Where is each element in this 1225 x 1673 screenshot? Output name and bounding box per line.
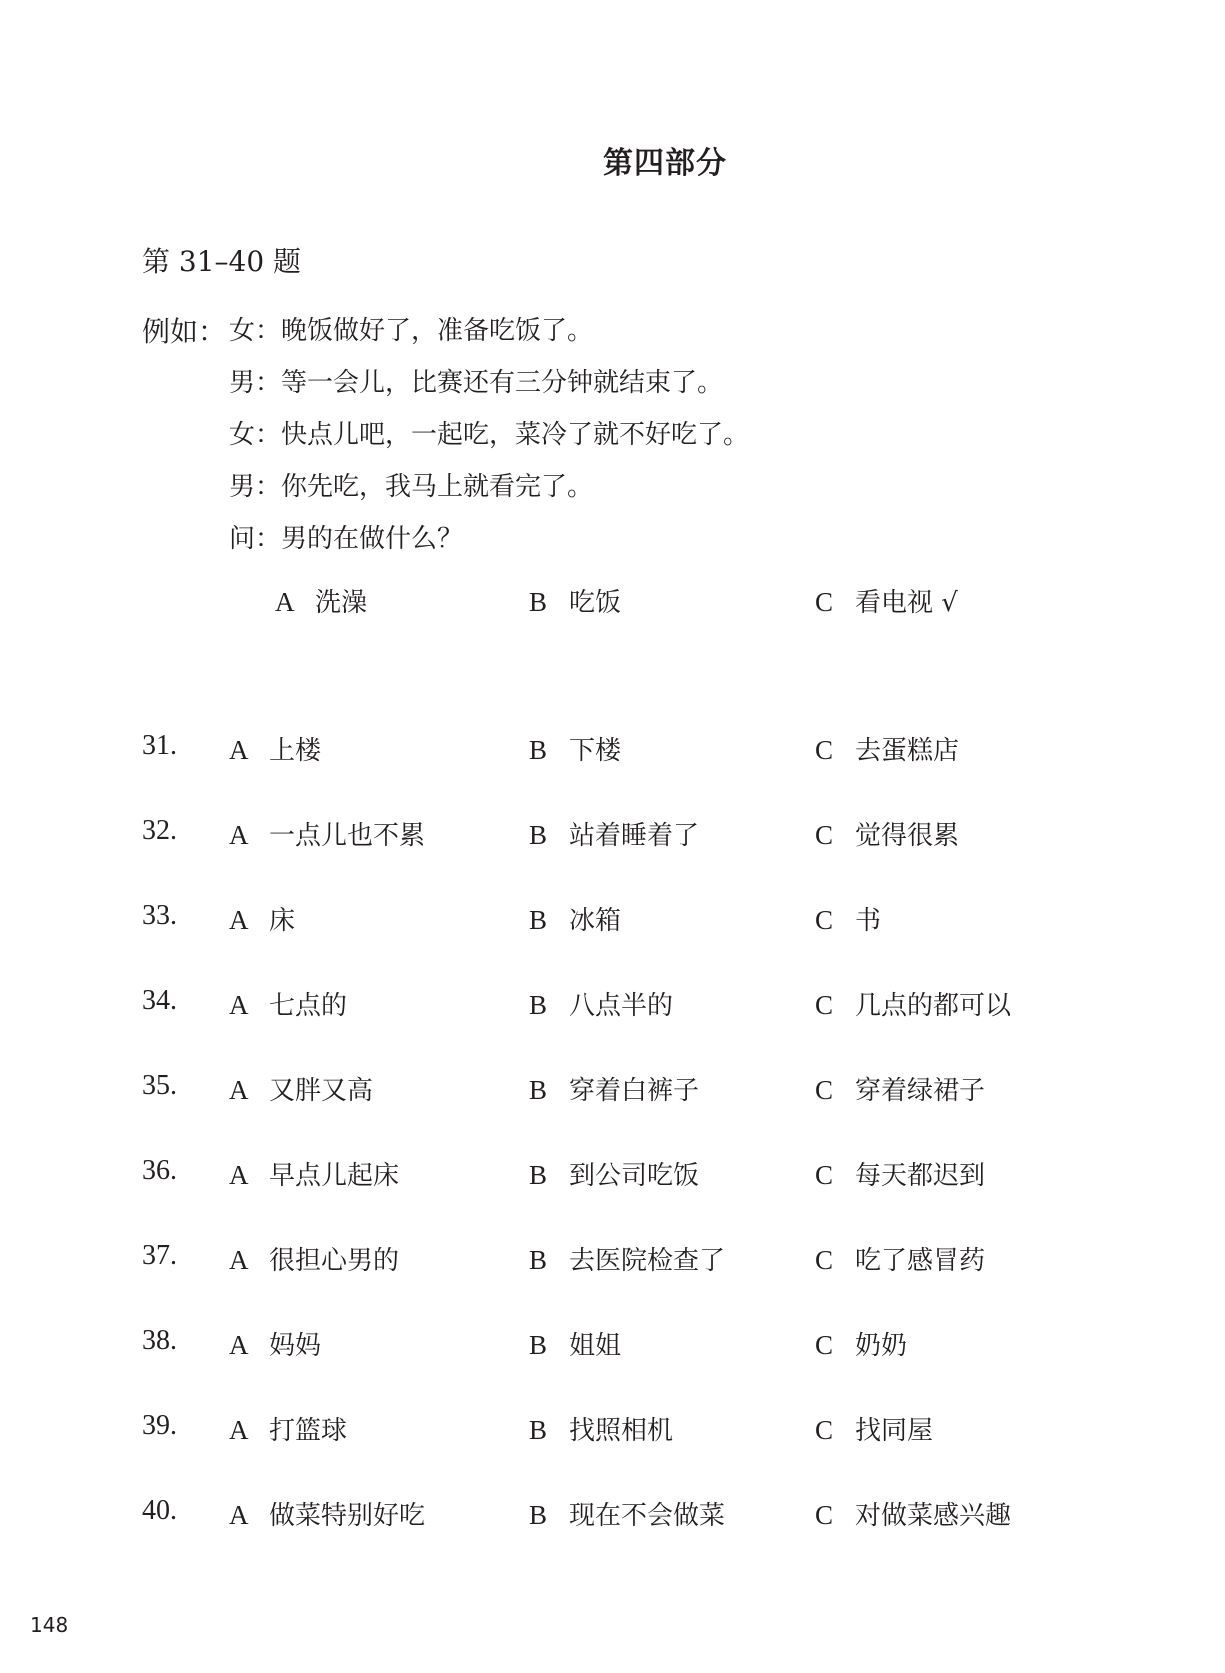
- option-c: [815, 730, 959, 767]
- option-letter: A: [229, 735, 249, 765]
- option-letter: B: [529, 1245, 548, 1275]
- question-32: [142, 815, 1142, 855]
- option-letter: A: [229, 1075, 249, 1105]
- question-31: [142, 730, 1142, 770]
- option-text: 到公司吃饭: [569, 1161, 700, 1191]
- option-letter: A: [229, 1330, 249, 1360]
- option-a: [229, 1240, 399, 1277]
- option-b: [529, 1070, 699, 1107]
- question-number: 33.: [142, 900, 177, 931]
- option-letter: A: [229, 905, 249, 935]
- option-text: 下楼: [569, 736, 622, 766]
- question-number: 34.: [142, 985, 177, 1016]
- question-34: [142, 985, 1142, 1025]
- option-text: 又胖又高: [269, 1076, 374, 1106]
- option-c: [815, 815, 959, 852]
- question-number: 36.: [142, 1155, 177, 1186]
- option-text: 去蛋糕店: [855, 736, 960, 766]
- option-letter: C: [815, 905, 834, 935]
- dialogue-line: 女：晚饭做好了，准备吃饭了。: [229, 316, 594, 346]
- option-text: 妈妈: [269, 1331, 322, 1361]
- option-letter: B: [529, 820, 548, 850]
- option-a: [229, 1495, 425, 1532]
- option-letter: C: [815, 820, 834, 850]
- question-33: [142, 900, 1142, 940]
- option-text: 对做菜感兴趣: [855, 1501, 1012, 1531]
- question-40: [142, 1495, 1142, 1535]
- option-text: 穿着白裤子: [569, 1076, 700, 1106]
- example-option-c: [815, 582, 958, 619]
- option-b: [529, 730, 621, 767]
- option-a: [229, 1155, 399, 1192]
- option-a: [229, 1070, 373, 1107]
- option-c: [815, 900, 881, 937]
- option-b: [529, 900, 621, 937]
- question-number: 38.: [142, 1325, 177, 1356]
- option-a: [229, 730, 321, 767]
- question-number: 37.: [142, 1240, 177, 1271]
- option-text: 站着睡着了: [569, 821, 700, 851]
- dialogue-question: 问：男的在做什么？: [229, 524, 464, 554]
- option-letter: C: [815, 1330, 834, 1360]
- option-text: 去医院检查了: [569, 1246, 726, 1276]
- option-letter: A: [229, 1415, 249, 1445]
- option-letter: B: [529, 905, 548, 935]
- option-c: [815, 1325, 907, 1362]
- option-letter: C: [815, 990, 834, 1020]
- option-letter: B: [529, 990, 548, 1020]
- question-38: [142, 1325, 1142, 1365]
- option-letter: B: [529, 1415, 548, 1445]
- option-b: [529, 985, 673, 1022]
- option-text: 早点儿起床: [269, 1161, 400, 1191]
- option-letter: C: [815, 1415, 834, 1445]
- option-text: 七点的: [269, 991, 348, 1021]
- option-text: 书: [855, 906, 882, 936]
- question-number: 31.: [142, 730, 177, 761]
- option-letter: B: [529, 1330, 548, 1360]
- option-b: [529, 1495, 725, 1532]
- option-letter: C: [815, 587, 834, 617]
- option-letter: A: [229, 1160, 249, 1190]
- option-letter: A: [275, 587, 295, 617]
- question-number: 35.: [142, 1070, 177, 1101]
- option-c: [815, 1070, 985, 1107]
- example-options: [142, 582, 1142, 618]
- option-letter: C: [815, 1075, 834, 1105]
- option-b: [529, 815, 699, 852]
- option-a: [229, 985, 347, 1022]
- option-text: 穿着绿裙子: [855, 1076, 986, 1106]
- option-letter: C: [815, 735, 834, 765]
- dialogue-line: 男：等一会儿，比赛还有三分钟就结束了。: [229, 368, 724, 398]
- option-text: 冰箱: [569, 906, 622, 936]
- option-text: 上楼: [269, 736, 322, 766]
- option-text: 几点的都可以: [855, 991, 1012, 1021]
- question-36: [142, 1155, 1142, 1195]
- option-c: [815, 985, 1011, 1022]
- option-text: 洗澡: [315, 588, 368, 618]
- option-letter: B: [529, 1500, 548, 1530]
- option-letter: B: [529, 1075, 548, 1105]
- question-37: [142, 1240, 1142, 1280]
- option-b: [529, 1240, 725, 1277]
- option-a: [229, 815, 425, 852]
- example-label: 例如：: [142, 315, 227, 348]
- page-number: 148: [30, 1613, 69, 1637]
- option-letter: B: [529, 587, 548, 617]
- option-text: 看电视 √: [855, 588, 958, 618]
- option-letter: A: [229, 990, 249, 1020]
- option-text: 找同屋: [855, 1416, 934, 1446]
- option-b: [529, 1325, 621, 1362]
- question-number: 39.: [142, 1410, 177, 1441]
- option-letter: B: [529, 735, 548, 765]
- option-letter: C: [815, 1500, 834, 1530]
- example-option-b: [529, 582, 621, 619]
- dialogue-line: 女：快点儿吧，一起吃，菜冷了就不好吃了。: [229, 420, 750, 450]
- option-c: [815, 1410, 933, 1447]
- option-text: 很担心男的: [269, 1246, 400, 1276]
- option-b: [529, 1410, 673, 1447]
- question-number: 32.: [142, 815, 177, 846]
- option-text: 每天都迟到: [855, 1161, 986, 1191]
- option-text: 现在不会做菜: [569, 1501, 726, 1531]
- option-text: 床: [269, 906, 296, 936]
- option-c: [815, 1495, 1011, 1532]
- option-text: 吃饭: [569, 588, 622, 618]
- option-letter: B: [529, 1160, 548, 1190]
- option-letter: A: [229, 1500, 249, 1530]
- question-number: 40.: [142, 1495, 177, 1526]
- option-text: 做菜特别好吃: [269, 1501, 426, 1531]
- option-letter: C: [815, 1160, 834, 1190]
- option-a: [229, 1410, 347, 1447]
- option-text: 吃了感冒药: [855, 1246, 986, 1276]
- option-text: 觉得很累: [855, 821, 960, 851]
- option-letter: C: [815, 1245, 834, 1275]
- dialogue-line: 男：你先吃，我马上就看完了。: [229, 472, 594, 502]
- option-c: [815, 1240, 985, 1277]
- option-text: 找照相机: [569, 1416, 674, 1446]
- option-a: [229, 1325, 321, 1362]
- option-letter: A: [229, 820, 249, 850]
- option-text: 姐姐: [569, 1331, 622, 1361]
- question-range: 第 31–40 题: [142, 245, 302, 278]
- option-text: 八点半的: [569, 991, 674, 1021]
- option-text: 一点儿也不累: [269, 821, 426, 851]
- option-a: [229, 900, 295, 937]
- option-c: [815, 1155, 985, 1192]
- question-39: [142, 1410, 1142, 1450]
- option-text: 奶奶: [855, 1331, 908, 1361]
- section-title: 第四部分: [603, 146, 727, 181]
- question-35: [142, 1070, 1142, 1110]
- example-option-a: [275, 582, 367, 619]
- option-b: [529, 1155, 699, 1192]
- option-letter: A: [229, 1245, 249, 1275]
- option-text: 打篮球: [269, 1416, 348, 1446]
